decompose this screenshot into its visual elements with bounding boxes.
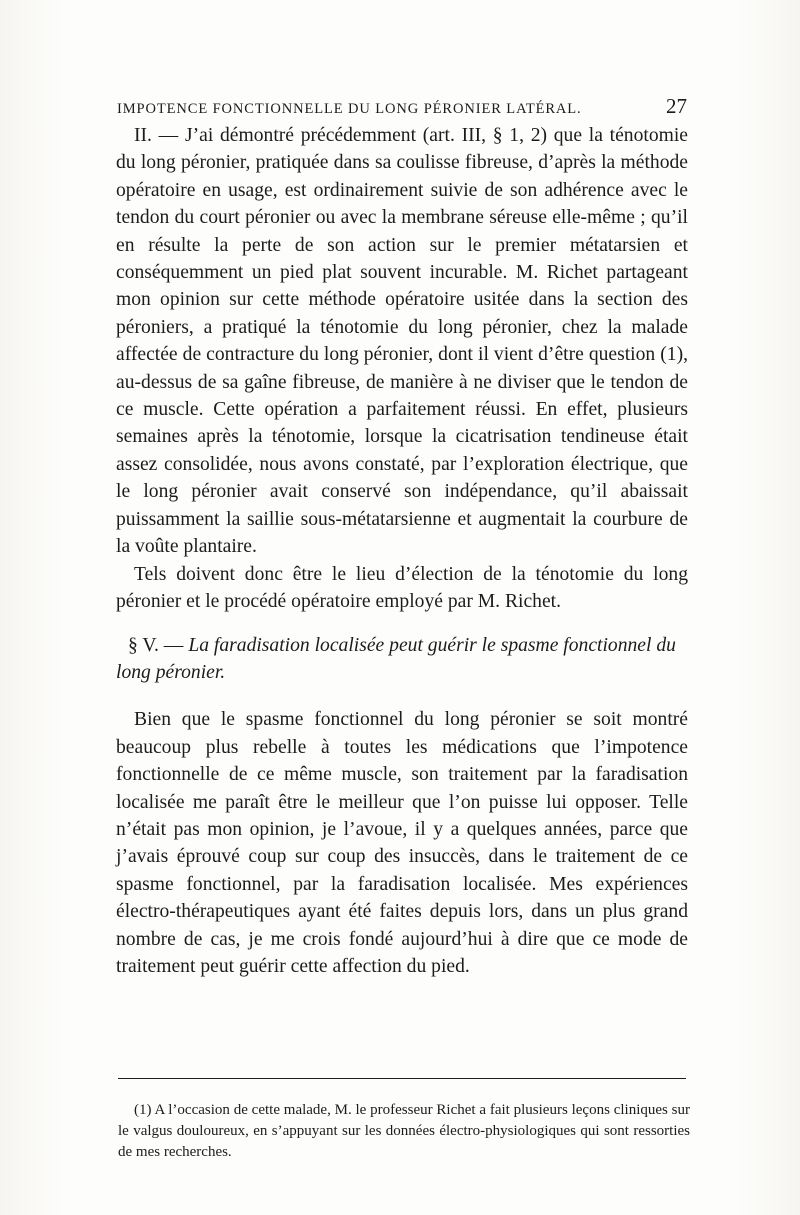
running-head: IMPOTENCE FONCTIONNELLE DU LONG PÉRONIER LATÉRAL. <box>117 101 582 117</box>
footnote-divider <box>118 1078 686 1079</box>
section-heading <box>116 632 688 686</box>
section-title: La faradisation localisée peut guérir le spasme fonctionnel du long péronier. <box>116 635 676 684</box>
section-mark: § V. — <box>128 635 184 657</box>
page-header <box>117 94 687 119</box>
paragraph-election-site: Tels doivent donc être le lieu d’élection de la ténotomie du long péronier et le procédé opératoire employé par M. Richet. <box>116 563 688 612</box>
section-paragraph: Bien que le spasme fonctionnel du long péronier se soit montré beaucoup plus rebelle à toutes les médications que l’impotence fonctionnelle de ce même muscle, son traitement par la faradisation localisée me paraît être le meilleur que l’on puisse lui opposer. Telle n’était pas mon opinion, je l’avoue, il y a quelques années, parce que j’avais éprouvé coup sur coup des insuccès, dans le traitement de ce spasme fonctionnel, par la faradisation localisée. Mes expériences électro-thérapeutiques ayant été faites depuis lors, dans un plus grand nombre de cas, je me crois fondé aujourd’hui à dire que ce mode de traitement peut guérir cette affection du pied. <box>116 709 688 977</box>
main-text <box>116 122 688 980</box>
footnote: (1) A l’occasion de cette malade, M. le professeur Richet a fait plusieurs leçons cliniques sur le valgus douloureux, en s’appuyant sur les données électro-physiologiques qui sont ressorties de mes recherches. <box>118 1102 690 1160</box>
paragraph-2-tenotomy: II. — J’ai démontré précédemment (art. III, § 1, 2) que la ténotomie du long péronier, pratiquée dans sa coulisse fibreuse, d’après la méthode opératoire en usage, est ordinairement suivie de son adhérence avec le tendon du court péronier ou avec la membrane séreuse elle-même ; qu’il en résulte la perte de son action sur le premier métatarsien et conséquemment un pied plat souvent incurable. M. Richet partageant mon opinion sur cette méthode opératoire usitée dans la section des péroniers, a pratiqué la ténotomie du long péronier, chez la malade affectée de contracture du long péronier, dont il vient d’être question (1), au-dessus de sa gaîne fibreuse, de manière à ne diviser que le tendon de ce muscle. Cette opération a parfaitement réussi. En effet, plusieurs semaines après la ténotomie, lorsque la cicatrisation tendineuse était assez consolidée, nous avons constaté, par l’exploration électrique, que le long péronier avait conservé son indépendance, qu’il abaissait puissamment la saillie sous-métatarsienne et augmentait la courbure de la voûte plantaire. <box>116 125 688 558</box>
page-number: 27 <box>666 94 687 118</box>
